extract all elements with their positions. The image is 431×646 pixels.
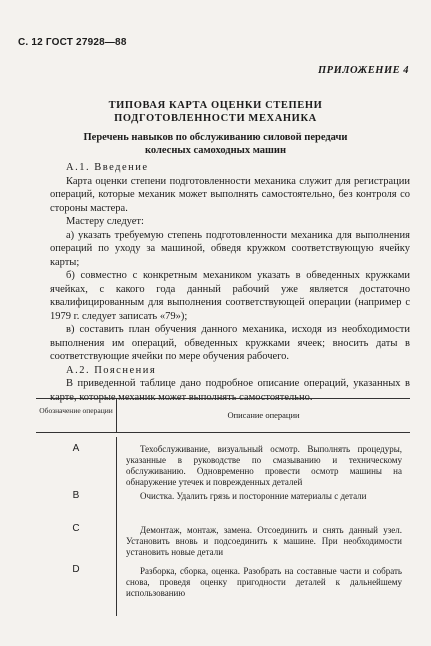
paragraph-intro: Карта оценки степени подготовленности механика служит для регистрации операций, которые механик может выполнять самостоятельно, без контроля со стороны мастера. [50, 175, 410, 214]
title-line-2: ПОДГОТОВЛЕННОСТИ МЕХАНИКА [114, 113, 317, 124]
column-header-description: Описание операции [227, 410, 300, 420]
section-heading-explanations: А.2. Пояснения [66, 364, 157, 376]
table-row-description: Очистка. Удалить грязь и посторонние материалы с детали [140, 491, 367, 501]
column-header-code: Обозначение операции [39, 406, 113, 415]
section-heading-intro: А.1. Введение [66, 162, 149, 173]
paragraph-item-b: б) совместно с конкретным механиком указать в обведенных кружками ячейках, с какого года данный рабочий уже является достаточно квалифицированным для выполнения соответствующей операции (например с 1979 г. следует записать «79»); [50, 270, 410, 322]
table-row-code: C [72, 523, 80, 534]
appendix-label: ПРИЛОЖЕНИЕ 4 [318, 65, 409, 76]
title-line-1: ТИПОВАЯ КАРТА ОЦЕНКИ СТЕПЕНИ [108, 100, 323, 111]
page-header [18, 37, 413, 76]
table-header-rule [36, 432, 410, 433]
table-row-code: D [72, 564, 80, 575]
subtitle-line-2: колесных самоходных машин [144, 145, 287, 156]
paragraph-master: Мастеру следует: [66, 216, 144, 227]
table-top-rule [36, 398, 410, 399]
section-introduction [50, 161, 410, 404]
paragraph-item-a: а) указать требуемую степень подготовленности механика для выполнения операций по уходу за машиной, обведя кружком соответствующую ячейку карты; [50, 229, 410, 268]
table-row-description: Разборка, сборка, оценка. Разобрать на составные части и собрать снова, проведя оценку пригодности деталей к дальнейшему использованию [126, 566, 402, 598]
paragraph-item-c: в) составить план обучения данного механика, исходя из необходимости выполнения им операций, обведенных кружками ячеек; вносить даты в соответствующие ячейки по мере обучения рабочего. [50, 324, 410, 362]
document-id: С. 12 ГОСТ 27928—88 [18, 37, 127, 48]
operations-table [36, 398, 410, 616]
table-row-code: B [72, 490, 80, 501]
subtitle-line-1: Перечень навыков по обслуживанию силовой передачи [83, 132, 348, 143]
paragraph-explanations: В приведенной таблице дано подробное описание операций, указанных в карте, которые механик может выполнять самостоятельно. [50, 378, 410, 403]
table-row-description: Техобслуживание, визуальный осмотр. Выполнять процедуры, указанные в руководстве по смазыванию и техническому обслуживанию. Одновременно провести осмотр машины на обнаружение утечек и поврежденных деталей [126, 444, 402, 487]
table-row-description: Демонтаж, монтаж, замена. Отсоединить и снять данный узел. Установить вновь и подсоединить к машине. При необходимости установить новые детали [126, 525, 402, 557]
body-column-divider [116, 437, 117, 616]
table-row-code: A [72, 443, 80, 454]
